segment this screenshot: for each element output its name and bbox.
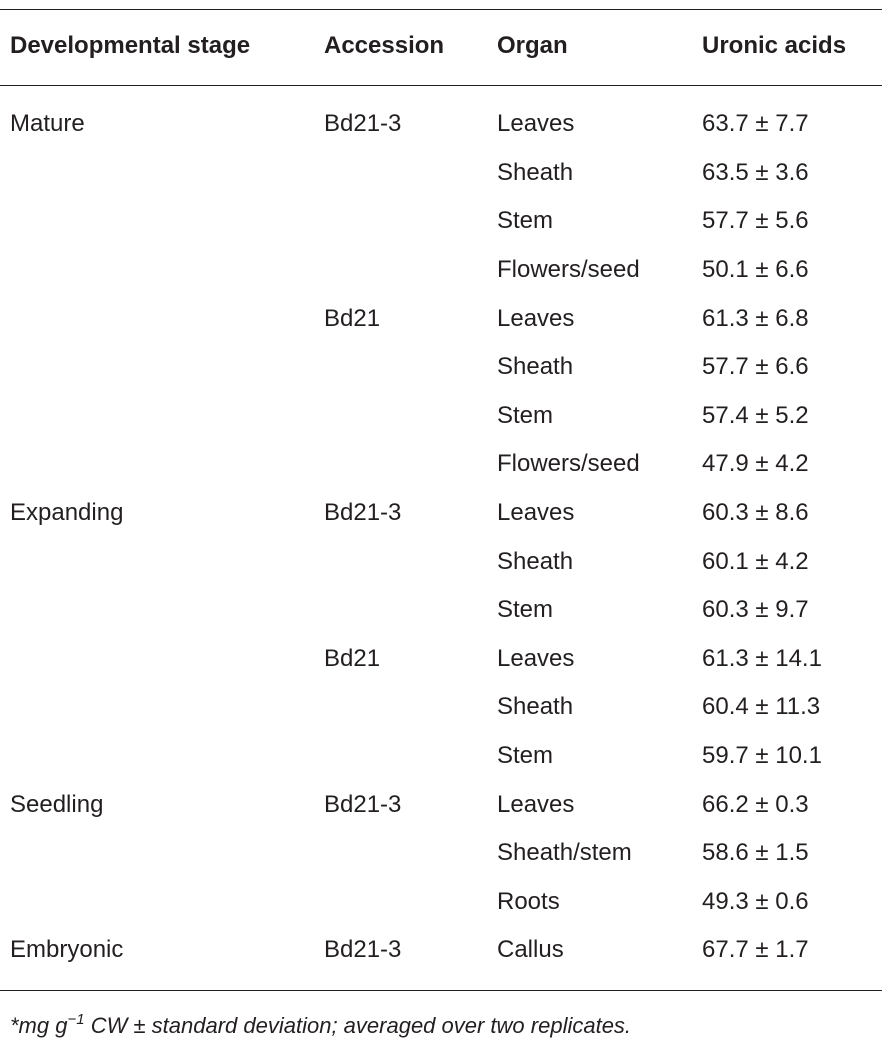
cell-organ: Roots [497, 887, 560, 915]
cell-accession [314, 440, 487, 489]
cell-stage: Mature [10, 110, 85, 138]
footnote-superscript: −1 [67, 1011, 85, 1028]
cell-uronic-acids: 57.4 ± 5.2 [702, 401, 809, 429]
cell-uronic-acids: 58.6 ± 1.5 [702, 839, 809, 867]
cell-stage [0, 197, 314, 246]
table-row [0, 197, 882, 246]
table-row [0, 586, 882, 635]
cell-stage [0, 878, 314, 927]
table-header [0, 0, 882, 92]
table-row [0, 780, 882, 829]
table-row [0, 489, 882, 538]
cell-accession [314, 197, 487, 246]
cell-accession: Bd21-3 [324, 936, 402, 964]
cell-accession [314, 878, 487, 927]
cell-accession: Bd21-3 [324, 110, 402, 138]
table-row [0, 392, 882, 441]
cell-accession [314, 683, 487, 732]
cell-uronic-acids: 60.4 ± 11.3 [702, 693, 821, 721]
cell-accession: Bd21 [324, 644, 381, 672]
table-footnote [10, 1012, 631, 1037]
cell-uronic-acids: 47.9 ± 4.2 [702, 450, 809, 478]
cell-organ: Leaves [497, 304, 575, 332]
cell-stage [0, 392, 314, 441]
cell-accession: Bd21-3 [324, 790, 402, 818]
cell-uronic-acids: 63.7 ± 7.7 [702, 110, 809, 138]
cell-stage [0, 732, 314, 781]
cell-accession: Bd21 [324, 304, 381, 332]
cell-uronic-acids: 60.3 ± 8.6 [702, 499, 809, 527]
cell-accession [314, 149, 487, 198]
table-row [0, 343, 882, 392]
cell-accession: Bd21-3 [324, 499, 402, 527]
cell-organ: Leaves [497, 499, 575, 527]
cell-uronic-acids: 49.3 ± 0.6 [702, 887, 809, 915]
cell-uronic-acids: 57.7 ± 5.6 [702, 207, 809, 235]
cell-stage [0, 294, 314, 343]
cell-stage [0, 635, 314, 684]
cell-uronic-acids: 61.3 ± 6.8 [702, 304, 809, 332]
cell-organ: Stem [497, 401, 554, 429]
header-row [0, 0, 882, 92]
header-accession: Accession [324, 32, 445, 59]
cell-uronic-acids: 59.7 ± 10.1 [702, 742, 822, 770]
cell-accession [314, 246, 487, 295]
cell-accession [314, 586, 487, 635]
header-uronic-acids: Uronic acids [702, 32, 847, 59]
cell-stage [0, 537, 314, 586]
table-row [0, 926, 882, 975]
cell-stage [0, 829, 314, 878]
cell-organ: Stem [497, 742, 554, 770]
cell-accession [314, 392, 487, 441]
table-row [0, 732, 882, 781]
cell-organ: Callus [497, 936, 564, 964]
cell-organ: Leaves [497, 790, 575, 818]
cell-stage: Embryonic [10, 936, 124, 964]
table-row [0, 92, 882, 149]
footnote-prefix: *mg g [10, 1013, 68, 1038]
cell-uronic-acids: 66.2 ± 0.3 [702, 790, 809, 818]
cell-uronic-acids: 61.3 ± 14.1 [702, 644, 822, 672]
cell-uronic-acids: 60.1 ± 4.2 [702, 547, 809, 575]
table-row [0, 537, 882, 586]
cell-accession [314, 829, 487, 878]
cell-organ: Sheath [497, 158, 574, 186]
cell-organ: Leaves [497, 644, 575, 672]
table-row [0, 294, 882, 343]
table-row [0, 149, 882, 198]
cell-organ: Sheath/stem [497, 839, 632, 867]
table-row [0, 440, 882, 489]
cell-uronic-acids: 63.5 ± 3.6 [702, 158, 809, 186]
cell-uronic-acids: 60.3 ± 9.7 [702, 596, 809, 624]
cell-stage [0, 683, 314, 732]
cell-organ: Sheath [497, 547, 574, 575]
cell-uronic-acids: 50.1 ± 6.6 [702, 256, 809, 284]
cell-stage [0, 149, 314, 198]
cell-organ: Flowers/seed [497, 256, 640, 284]
cell-stage [0, 343, 314, 392]
cell-organ: Stem [497, 207, 554, 235]
cell-stage [0, 586, 314, 635]
cell-uronic-acids: 67.7 ± 1.7 [702, 936, 809, 964]
table-row [0, 683, 882, 732]
table-row [0, 829, 882, 878]
cell-stage: Expanding [10, 499, 124, 527]
table-row [0, 878, 882, 927]
cell-stage: Seedling [10, 790, 104, 818]
table-row [0, 246, 882, 295]
cell-stage [0, 246, 314, 295]
cell-stage [0, 440, 314, 489]
cell-organ: Leaves [497, 110, 575, 138]
header-developmental-stage: Developmental stage [10, 32, 251, 59]
cell-organ: Flowers/seed [497, 450, 640, 478]
cell-accession [314, 732, 487, 781]
cell-accession [314, 343, 487, 392]
table-body [0, 92, 882, 975]
cell-organ: Stem [497, 596, 554, 624]
cell-accession [314, 537, 487, 586]
cell-organ: Sheath [497, 353, 574, 381]
footnote-suffix: CW ± standard deviation; averaged over two replicates. [84, 1013, 632, 1038]
table-row [0, 635, 882, 684]
header-organ: Organ [497, 32, 568, 59]
table-bottom-rule [0, 990, 882, 991]
cell-uronic-acids: 57.7 ± 6.6 [702, 353, 809, 381]
cell-organ: Sheath [497, 693, 574, 721]
